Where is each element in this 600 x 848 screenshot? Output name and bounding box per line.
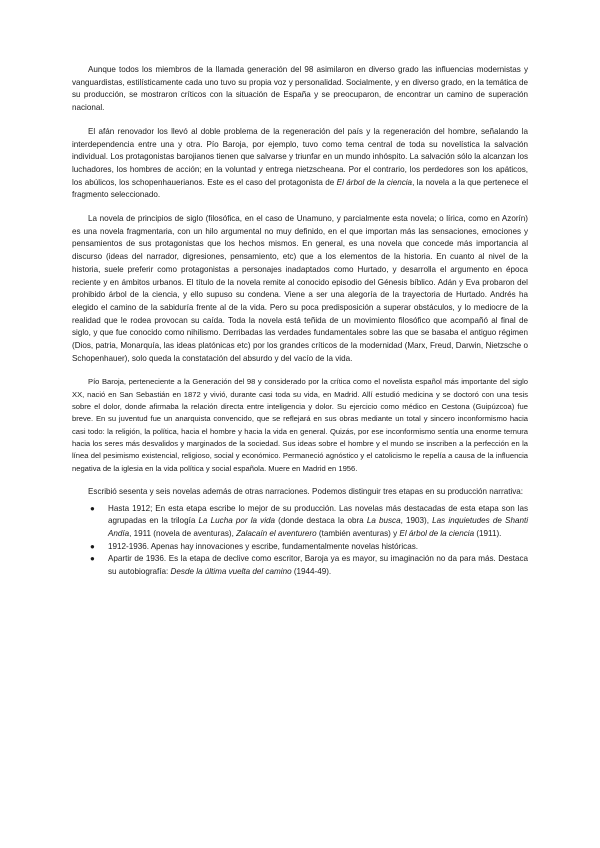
text-segment: (1911). (474, 528, 502, 538)
list-item (90, 503, 528, 541)
book-title: Desde la última vuelta del camino (170, 567, 292, 577)
text-segment: El afán renovador los llevó al doble problema de la regeneración del país y la regeneración del hombre, señalando la interdependencia entre una y otra. Pío Baroja, por ejemplo, tuvo como tema central de toda su novelística la salvación individual. Los protagonistas barojianos tienen que salvarse y triunfar en un mundo inhóspito. La salvación sólo la alcanzan los luchadores, los hombres de acción; en la voluntad y entrega nietzscheana. Por el contrario, los perdedores son los apáticos, los abúlicos, los schopenhauerianos. Este es el caso del protagonista de (72, 126, 528, 187)
text-segment: Aunque todos los miembros de la llamada generación del 98 asimilaron en diverso grado las influencias modernistas y vanguardistas, estilísticamente cada uno tuvo su propia voz y personalidad. Socialmente, y en diverso grado, en la temática de su producción, se mostraron críticos con la situación de España y se preocuparon, de encontrar un camino de superación nacional. (72, 65, 528, 113)
bullet-icon: ● (90, 503, 95, 513)
text-segment: (1944-49). (291, 567, 332, 577)
text-segment: Pío Baroja, perteneciente a la Generación del 98 y considerado por la crítica como el novelista español más importante del siglo XX, nació en San Sebastián en 1872 y vivió, durante casi toda su vida, en Madrid. Allí estudió medicina y se doctoró con una tesis sobre el dolor, donde afirmaba la relación directa entre inteligencia y dolor. Su ejercicio como médico en Cestona (Guipúzcoa) fue breve. En su juventud fue un anarquista convencido, que se reflejará en sus obras mediante un total y sincero inconformismo hacia casi todo: la religión, la política, hacia el hombre y hacia la vida en general. Quizás, por ese inconformismo sentía una enorme ternura hacia los seres más desvalidos y marginados de la sociedad. Sus ideas sobre el hombre y el mundo se inscriben a la perfección en la línea del pesimismo existencial, religioso, social y económico. Permaneció agnóstico y el catolicismo le repelía a causa de la influencia negativa de la iglesia en la vida política y social española. Muere en Madrid en 1956. (72, 377, 528, 473)
list-item (90, 541, 528, 554)
bullet-icon: ● (90, 541, 95, 551)
paragraph-afan-renovador (72, 126, 528, 202)
list-item (90, 553, 528, 578)
text-segment: 1912-1936. Apenas hay innovaciones y escribe, fundamentalmente novelas históricas. (108, 541, 419, 551)
text-segment: , 1911 (novela de aventuras), (129, 528, 237, 538)
paragraph-pio-baroja-bio (72, 376, 528, 474)
text-segment: Hasta 1912; En esta etapa escribe lo mejor de su producción. Las novelas más destacadas de esta etapa son las agrupadas en la trilogía (108, 503, 528, 526)
etapas-list (72, 503, 528, 579)
paragraph-generacion-98 (72, 64, 528, 115)
text-segment: , la novela a la que pertenece el fragmento seleccionado. (72, 177, 529, 200)
book-title: Las inquietudes de Shanti Andía (108, 516, 528, 538)
text-segment: , 1903), (400, 516, 433, 526)
text-segment: (también aventuras) y (316, 528, 400, 538)
book-title: Zalacaín el aventurero (236, 528, 317, 538)
text-segment: La novela de principios de siglo (filosófica, en el caso de Unamuno, y parcialmente esta novela; o lírica, como en Azorín) es una novela fragmentaria, con un hilo argumental no muy definido, en el que importan más las sensaciones, emociones y pensamientos de sus protagonistas que los hechos mismos. En general, es una novela que concede más importancia al discurso (ideas del narrador, digresiones, pensamiento, etc) que a los elementos de la historia. En cuanto al nivel de la historia, suele preferir como protagonistas a personajes inadaptados como Hurtado, y desarrolla el argumento en época reciente y en ámbitos urbanos. El título de la novela remite al conocido episodio del Génesis bíblico. Adán y Eva probaron del prohibido árbol de la ciencia, y ello supuso su condena. Viene a ser una alegoría de la trayectoria de Hurtado. Andrés ha elegido el camino de la sabiduría frente al de la vida. Pero su poca predisposición a superar obstáculos, y lo mediocre de la realidad que le rodea provocan su caída. Toda la novela está teñida de un movimiento filosófico que acompañó al final de siglo, y que fue conocido como nihilismo. Derribadas las verdades fundamentales sobre las que se basaba el antiguo régimen (Dios, patria, Monarquía, las ideas platónicas etc) por los grandes críticos de la modernidad (Marx, Freud, Darwin, Nietzsche o Schopenhauer), solo queda la constatación del absurdo y del vacío de la vida. (72, 214, 528, 363)
book-title: La busca (366, 516, 401, 526)
text-segment: Apartir de 1936. Es la etapa de declive como escritor, Baroja ya es mayor, su imaginación no da para más. Destaca su autobiografía: (108, 554, 528, 577)
book-title: El árbol de la ciencia (336, 177, 413, 187)
bullet-icon: ● (90, 554, 95, 564)
paragraph-etapas-intro (72, 486, 528, 499)
text-segment: (donde destaca la obra (275, 516, 367, 526)
text-segment: Escribió sesenta y seis novelas además de otras narraciones. Podemos distinguir tres etapas en su producción narrativa: (88, 486, 524, 496)
book-title: El árbol de la ciencia (399, 528, 475, 538)
book-title: La Lucha por la vida (198, 516, 276, 526)
paragraph-novela-principios-siglo (72, 213, 528, 365)
